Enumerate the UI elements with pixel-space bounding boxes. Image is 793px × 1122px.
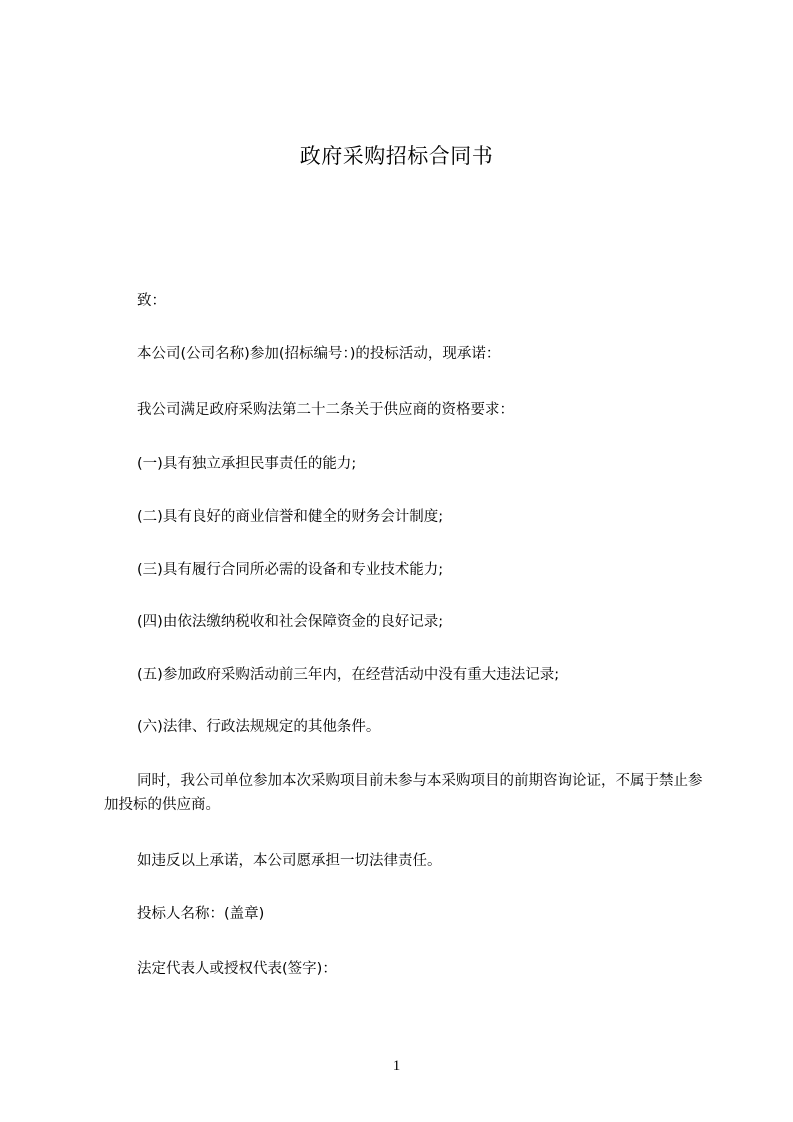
- qualification-item-2: (二)具有良好的商业信誉和健全的财务会计制度;: [137, 509, 444, 525]
- consultation-statement-paragraph: 同时，我公司单位参加本次采购项目前未参与本采购项目的前期咨询论证，不属于禁止参加投标的供应商。: [104, 773, 703, 813]
- legal-representative-line: 法定代表人或授权代表(签字)：: [137, 961, 337, 977]
- qualification-item-1: (一)具有独立承担民事责任的能力;: [137, 456, 357, 472]
- document-title: 政府采购招标合同书: [299, 144, 494, 168]
- qualification-item-4: (四)由依法缴纳税收和社会保障资金的良好记录;: [137, 614, 444, 630]
- bidder-name-line: 投标人名称：(盖章): [137, 906, 265, 922]
- qualification-item-5: (五)参加政府采购活动前三年内，在经营活动中没有重大违法记录;: [137, 667, 560, 683]
- salutation-paragraph: 致：: [137, 293, 166, 309]
- page-number: 1: [392, 1058, 401, 1074]
- liability-paragraph: 如违反以上承诺，本公司愿承担一切法律责任。: [137, 853, 442, 869]
- qualification-item-6: (六)法律、行政法规规定的其他条件。: [137, 719, 381, 735]
- qualification-intro-paragraph: 我公司满足政府采购法第二十二条关于供应商的资格要求：: [137, 402, 514, 418]
- commitment-intro-paragraph: 本公司(公司名称)参加(招标编号：)的投标活动，现承诺：: [137, 346, 501, 362]
- qualification-item-3: (三)具有履行合同所必需的设备和专业技术能力;: [137, 562, 444, 578]
